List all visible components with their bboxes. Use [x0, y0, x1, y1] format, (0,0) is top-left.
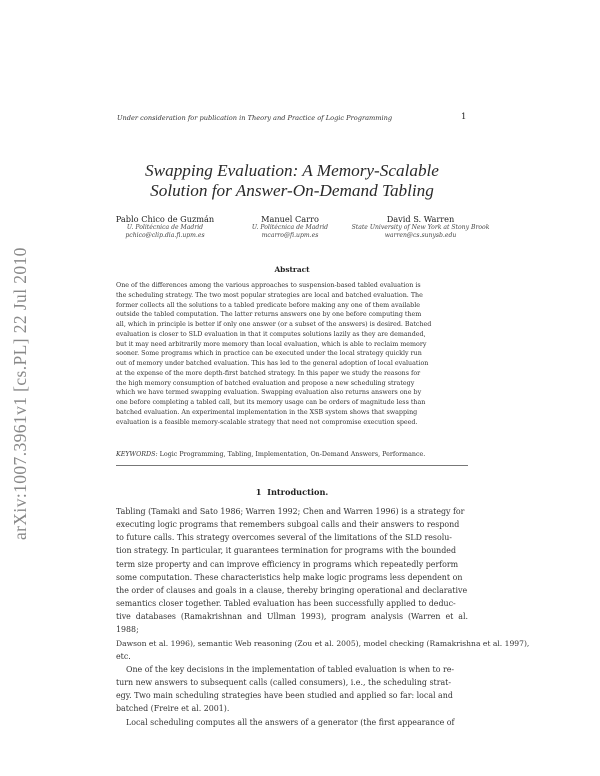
keywords-label: KEYWORDS:	[116, 451, 158, 458]
author-1	[100, 214, 230, 240]
author-name: Pablo Chico de Guzmán	[115, 214, 215, 224]
author-3	[348, 214, 493, 240]
keywords	[116, 451, 468, 458]
abstract-heading: Abstract	[274, 265, 310, 274]
abstract-line: batched evaluation. An experimental implementation in the XSB system shows that swapping	[116, 408, 418, 416]
body-line: batched (Freire et al. 2001).	[116, 704, 230, 714]
abstract-line: the high memory consumption of batched evaluation and propose a new scheduling strategy	[116, 379, 415, 387]
abstract-line: out of memory under batched evaluation. This has led to the general adoption of local evaluation	[116, 360, 429, 367]
author-email: pchico@clip.dia.fi.upm.es	[125, 232, 205, 239]
author-email: mcarro@fi.upm.es	[261, 232, 319, 239]
arxiv-stamp: arXiv:1007.3961v1 [cs.PL] 22 Jul 2010	[10, 247, 30, 540]
abstract-line: evaluation is closer to SLD evaluation in that it computes solutions lazily as they are demanded,	[116, 330, 426, 338]
keywords-list: Logic Programming, Tabling, Implementation, On-Demand Answers, Performance.	[159, 451, 426, 458]
abstract-text	[116, 281, 468, 427]
body-line: etc.	[116, 651, 131, 661]
abstract-line: at the expense of the more depth-first batched strategy. In this paper we study the reasons for	[116, 369, 421, 377]
abstract-line: evaluation is a feasible memory-scalable strategy that need not compromise execution speed.	[116, 418, 418, 426]
author-name: David S. Warren	[386, 214, 455, 224]
body-line: egy. Two main scheduling strategies have been studied and applied so far: local and	[116, 691, 453, 701]
abstract-line: outside the tabled computation. The latter returns answers one by one before computing them	[116, 311, 422, 319]
body-line: tion strategy. In particular, it guarantees termination for programs with the bounded	[116, 546, 457, 556]
author-email: warren@cs.sunysb.edu	[384, 232, 457, 239]
body-line: some computation. These characteristics help make logic programs less dependent on	[116, 572, 463, 582]
abstract-line: but it may need arbitrarily more memory than local evaluation, which is able to reclaim memory	[116, 340, 427, 348]
body-line: tive databases (Ramakrishnan and Ullman 1993), program analysis (Warren et al. 1988;	[116, 612, 468, 635]
body-line: to future calls. This strategy overcomes several of the limitations of the SLD resolu-	[116, 533, 452, 543]
divider	[116, 465, 468, 466]
body-line: Dawson et al. 1996), semantic Web reasoning (Zou et al. 2005), model checking (Ramakrishna et al. 1997),	[116, 638, 530, 648]
author-affiliation: U. Politécnica de Madrid	[126, 224, 204, 231]
body-line: One of the key decisions in the implementation of tabled evaluation is when to re-	[126, 664, 455, 674]
body-line: semantics closer together. Tabled evaluation has been successfully applied to deduc-	[116, 599, 456, 609]
author-2	[220, 214, 360, 240]
title-line-1: Swapping Evaluation: A Memory-Scalable	[145, 161, 439, 180]
body-line: executing logic programs that remembers subgoal calls and their answers to respond	[116, 520, 460, 530]
paper-title	[116, 161, 468, 201]
section-heading	[116, 487, 468, 497]
page-number: 1	[461, 112, 467, 122]
abstract-line: former collects all the solutions to a tabled predicate before making any one of them available	[116, 301, 421, 309]
body-line: the order of clauses and goals in a clause, thereby bringing operational and declarative	[116, 585, 468, 595]
body-line: term size property and can improve efficiency in programs which repeatedly perform	[116, 559, 459, 569]
running-head: Under consideration for publication in Theory and Practice of Logic Programming	[117, 114, 393, 122]
body-text	[116, 505, 536, 729]
abstract-line: the scheduling strategy. The two most popular strategies are local and batched evaluation. The	[116, 291, 423, 299]
author-affiliation: U. Politécnica de Madrid	[251, 224, 329, 231]
body-line: Tabling (Tamaki and Sato 1986; Warren 1992; Chen and Warren 1996) is a strategy for	[116, 507, 465, 516]
title-line-2: Solution for Answer-On-Demand Tabling	[150, 181, 434, 200]
abstract-line: which we have termed swapping evaluation. Swapping evaluation also returns answers one by	[116, 389, 422, 397]
body-line: turn new answers to subsequent calls (called consumers), i.e., the scheduling strat-	[116, 678, 452, 688]
abstract-line: sooner. Some programs which in practice can be executed under the local strategy quickly run	[116, 350, 422, 358]
body-line: Local scheduling computes all the answers of a generator (the first appearance of	[126, 717, 455, 727]
section-title: Introduction.	[267, 487, 329, 497]
section-number: 1	[255, 487, 262, 497]
author-name: Manuel Carro	[261, 214, 319, 224]
author-affiliation: State University of New York at Stony Brook	[351, 224, 490, 231]
abstract-line: all, which in principle is better if only one answer (or a subset of the answers) is desired. Batched	[116, 321, 432, 328]
abstract-line: One of the differences among the various approaches to suspension-based tabled evaluation is	[116, 282, 421, 289]
abstract-line: one before completing a tabled call, but its memory usage can be orders of magnitude less than	[116, 399, 426, 406]
